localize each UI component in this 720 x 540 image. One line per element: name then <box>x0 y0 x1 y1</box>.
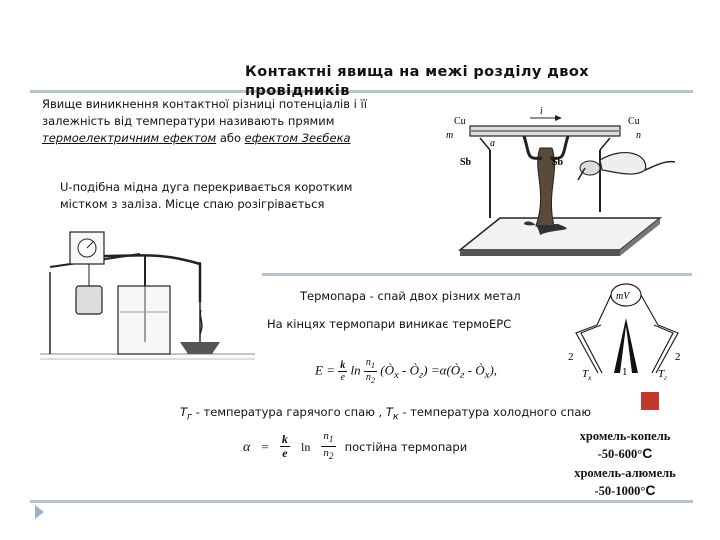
label-sb-left: Sb <box>460 157 472 168</box>
n1-over-n2-fraction: $\frac{n_1}{n_2}$ <box>365 357 376 385</box>
intro-text: Явище виникнення контактної різниці потенціалів і її залежність від температури називають прямим <box>42 97 367 128</box>
alloy-chromel-alumel: хромель-алюмель -50-1000°C <box>574 466 676 498</box>
label-m: m <box>446 130 454 141</box>
label-a: a <box>490 138 495 149</box>
slide-bullet-icon <box>35 505 44 519</box>
bottom-rule <box>30 500 693 503</box>
u-arc-experiment-illustration <box>40 222 255 362</box>
alpha-caption: постійна термопари <box>344 440 468 455</box>
label-n: n <box>636 130 641 141</box>
label-sb-right: Sb <box>552 157 564 168</box>
hot-junction-label: T <box>658 368 665 380</box>
alpha-formula: α = $\frac{k}{e}$ ln $\frac{n_1}{n_2}$ постійна термопари <box>243 430 468 462</box>
temperatures-description: $T_г$ - температура гарячого спаю , $T_к$ - температура холодного спаю <box>180 405 592 423</box>
cold-junction-label: T <box>582 368 589 380</box>
k-over-e-fraction: $\frac{k}{e}$ <box>340 360 346 383</box>
wire-label-1: 1 <box>622 366 628 378</box>
millivoltmeter-label: mV <box>616 291 630 302</box>
label-i: i <box>540 106 543 117</box>
label-cu-right: Cu <box>628 116 640 127</box>
intro-paragraph <box>42 96 422 147</box>
wire-label-2-right: 2 <box>675 351 681 363</box>
thermocouple-diagram <box>560 278 700 418</box>
heater-icon <box>641 392 659 410</box>
ushape-description: U-подібна мідна дуга перекривається коротким містком з заліза. Місце спаю розігрівається <box>60 180 353 211</box>
slide-title: Контактні явища на межі розділу двох провідників <box>245 64 589 99</box>
emf-statement: На кінцях термопари виникає термоЕРС <box>267 317 512 331</box>
svg-text:Tг: $T_г$ <box>658 368 667 382</box>
label-cu-left: Cu <box>454 116 466 127</box>
seebeck-apparatus-illustration <box>440 100 680 260</box>
thermocouple-definition: Термопара - спай двох різних метал <box>300 289 521 303</box>
effect-seebeck: ефектом Зеєбека <box>244 131 351 145</box>
intro-connector: або <box>219 131 242 145</box>
emf-formula: E = $\frac{k}{e}$ ln $\frac{n_1}{n_2}$ ($Ò_х$ - $Ò_г$) $=\alpha(Ò_г$ - $Ò_х$), <box>315 357 498 385</box>
middle-rule <box>262 273 692 276</box>
wire-label-2-left: 2 <box>568 351 574 363</box>
alloy-chromel-copel: хромель-копель -50-600°C <box>579 429 671 461</box>
svg-text:Tх: $T_х$ <box>582 368 592 382</box>
effect-thermoelectric: термоелектричним ефектом <box>42 131 217 145</box>
